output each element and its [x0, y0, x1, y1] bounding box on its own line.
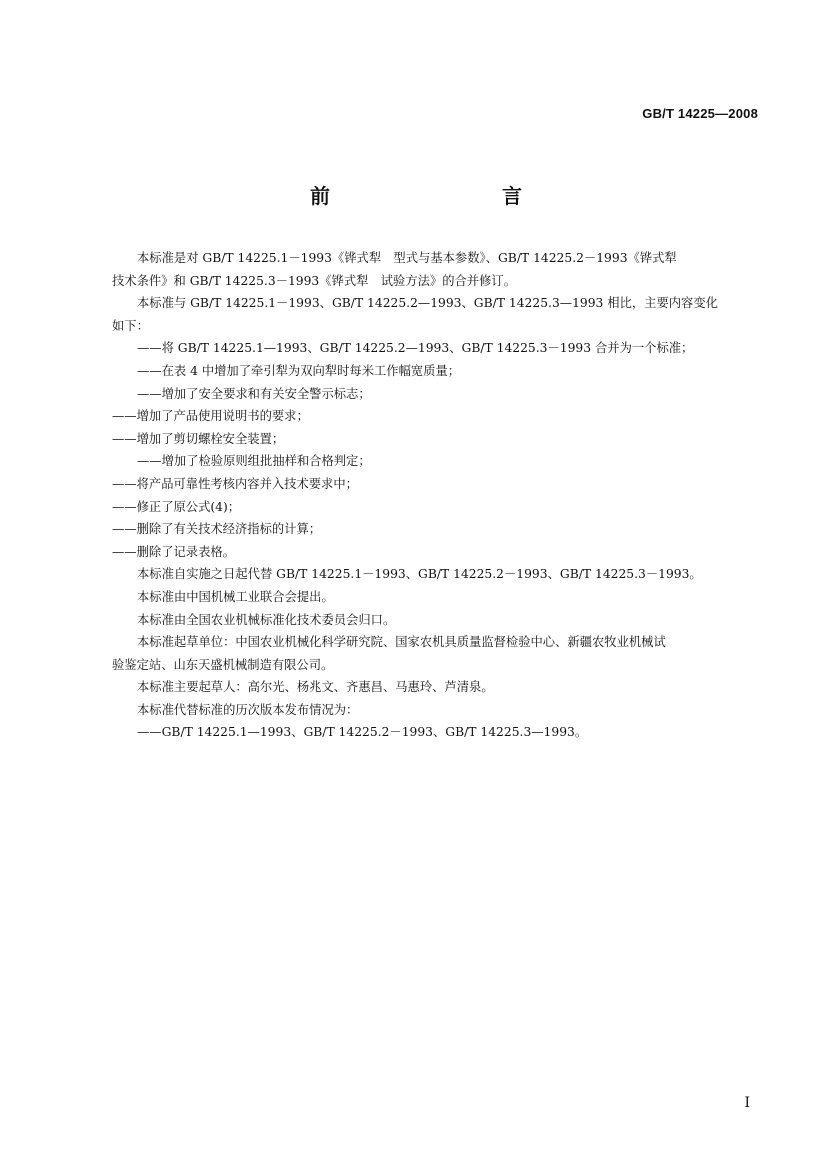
list-item: ——将产品可靠性考核内容并入技术要求中；: [112, 476, 358, 491]
page-title: 前 言: [310, 184, 566, 208]
paragraph-line: 本标准主要起草人：高尔光、杨兆文、齐惠昌、马惠玲、芦清泉。: [137, 680, 494, 695]
paragraph-line: 本标准与 GB/T 14225.1－1993、GB/T 14225.2—1993、GB/T 14225.3—1993 相比，主要内容变化: [137, 296, 718, 311]
paragraph-line: 本标准代替标准的历次版本发布情况为：: [137, 702, 359, 717]
list-item: ——GB/T 14225.1—1993、GB/T 14225.2－1993、GB/T 14225.3—1993。: [137, 725, 588, 740]
list-item: ——修正了原公式(4)；: [112, 499, 241, 514]
foreword-body: [112, 247, 760, 744]
paragraph-line: 技术条件》和 GB/T 14225.3－1993《铧式犁 试验方法》的合并修订。: [112, 273, 516, 288]
paragraph-line: 本标准由中国机械工业联合会提出。: [137, 589, 334, 604]
paragraph-line: 本标准由全国农业机械标准化技术委员会归口。: [137, 612, 396, 627]
paragraph-line: 验鉴定站、山东天盛机械制造有限公司。: [112, 657, 334, 672]
list-item: ——增加了检验原则组批抽样和合格判定；: [137, 454, 371, 469]
paragraph-line: 本标准起草单位：中国农业机械化科学研究院、国家农机具质量监督检验中心、新疆农牧业机械试: [137, 635, 666, 650]
list-item: ——增加了剪切螺栓安全装置；: [112, 431, 285, 446]
paragraph-line: 如下：: [112, 318, 149, 333]
list-item: ——删除了记录表格。: [112, 544, 235, 559]
standard-code: GB/T 14225—2008: [642, 106, 758, 121]
paragraph-line: 本标准是对 GB/T 14225.1－1993《铧式犁 型式与基本参数》、GB/T 14225.2－1993《铧式犁: [137, 251, 677, 265]
page-number: I: [744, 1095, 750, 1111]
list-item: ——增加了安全要求和有关安全警示标志；: [137, 386, 371, 401]
list-item: ——增加了产品使用说明书的要求；: [112, 409, 309, 424]
list-item: ——在表 4 中增加了牵引犁为双向犁时每米工作幅宽质量；: [137, 363, 461, 378]
list-item: ——删除了有关技术经济指标的计算；: [112, 522, 322, 537]
list-item: ——将 GB/T 14225.1—1993、GB/T 14225.2—1993、GB/T 14225.3－1993 合并为一个标准；: [137, 341, 694, 356]
paragraph-line: 本标准自实施之日起代替 GB/T 14225.1－1993、GB/T 14225.2－1993、GB/T 14225.3－1993。: [137, 567, 702, 582]
